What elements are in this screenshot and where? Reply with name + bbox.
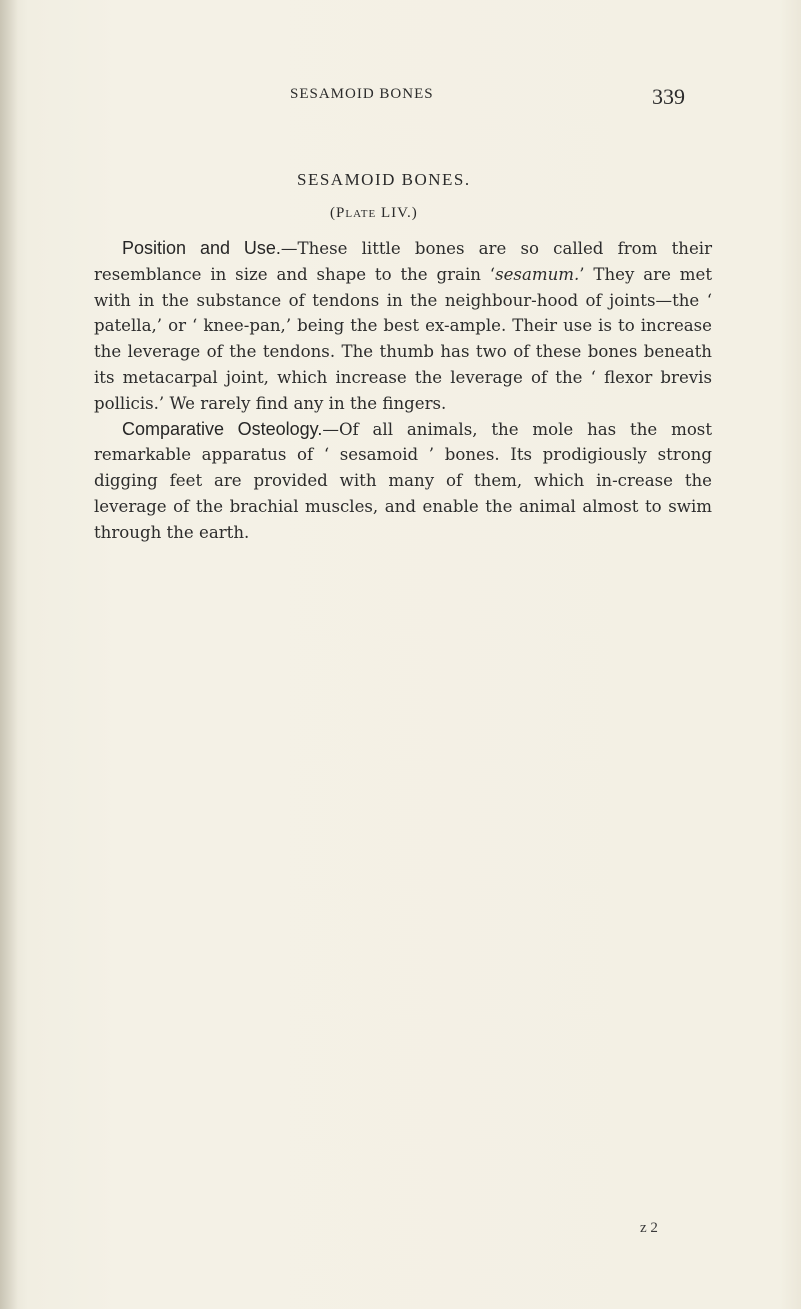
paragraph-position-and-use <box>94 236 712 417</box>
paragraph-text: —These little bones are so called from their resemblance in size and shape to the grain ‘ <box>94 239 712 284</box>
plate-ref-close: LIV.) <box>376 205 418 221</box>
body-text <box>94 236 712 546</box>
plate-ref-open: (P <box>330 205 346 221</box>
page-number: 339 <box>652 84 685 109</box>
paragraph-text: —Of all animals, the mole has the most remarkable apparatus of ‘ sesamoid ’ bones. Its prodigiously strong digging feet are provided with many of them, which in-crease the leverage of the brachial muscles, and enable the animal almost to swim through the earth. <box>94 419 712 542</box>
italic-term: sesamum. <box>495 264 580 284</box>
run-in-heading: Comparative Osteology. <box>122 418 323 439</box>
plate-reference <box>330 205 418 222</box>
plate-ref-smallcaps: LATE <box>345 208 377 220</box>
paragraph-text: ’ They are met with in the substance of tendons in the neighbour-hood of joints—the ‘ patella,’ or ‘ knee-pan,’ being the best ex-ample. Their use is to increase the leverage of the tendons. The thumb has two of these bones beneath its metacarpal joint, which increase the leverage of the ‘ flexor brevis pollicis.’ We rarely find any in the fingers. <box>94 264 712 413</box>
run-in-heading: Position and Use. <box>122 238 281 258</box>
signature-mark: z 2 <box>640 1220 658 1236</box>
running-head: SESAMOID BONES <box>290 86 434 102</box>
paragraph-comparative-osteology <box>94 417 712 546</box>
binding-shadow <box>0 0 18 1309</box>
section-title: SESAMOID BONES. <box>297 170 471 189</box>
